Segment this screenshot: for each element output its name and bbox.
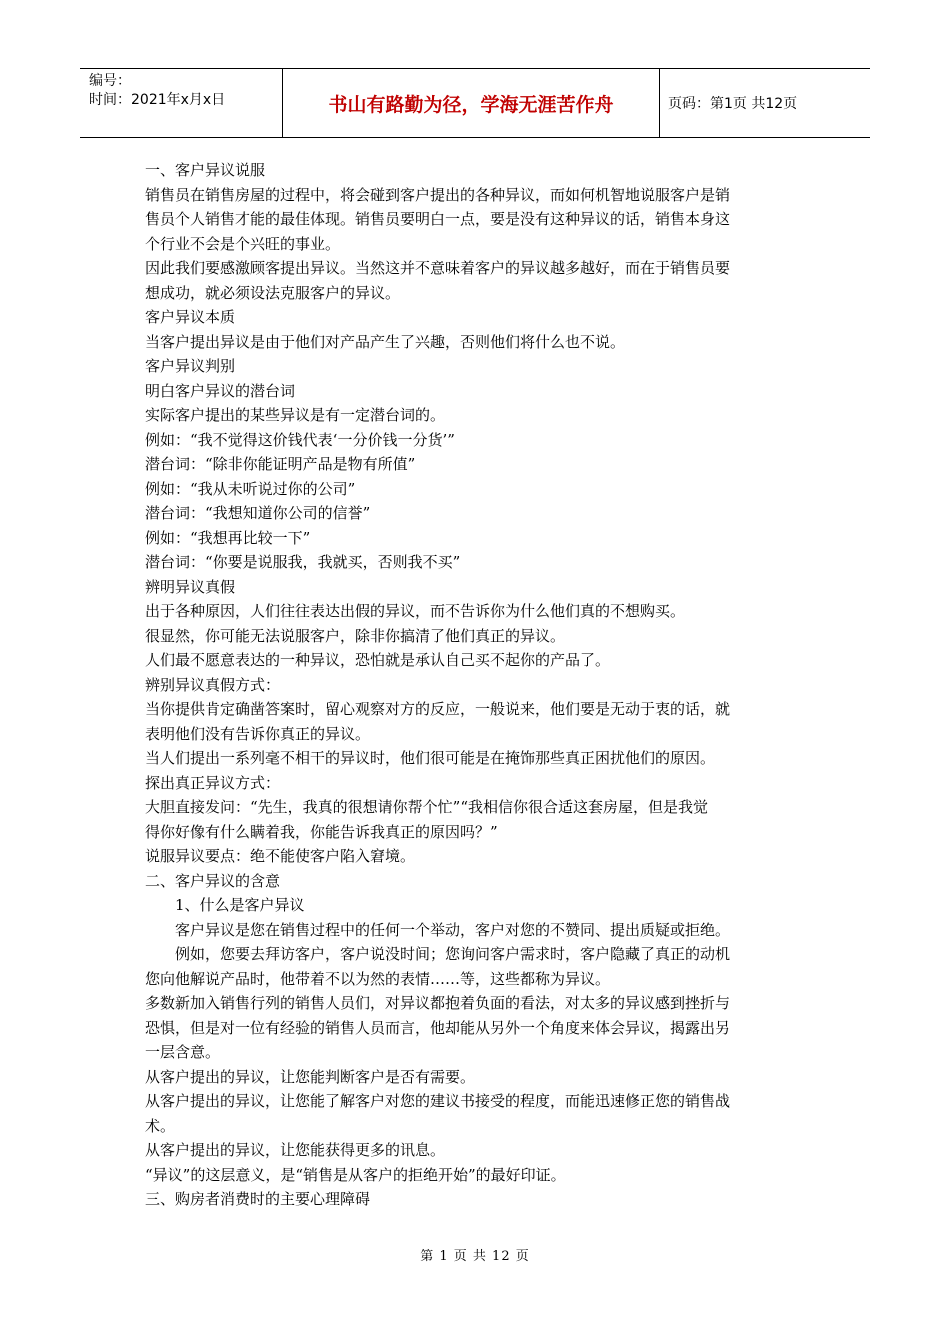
body-line: 例如：“我想再比较一下” xyxy=(145,528,311,547)
body-line: 一、客户异议说服 xyxy=(145,161,266,179)
body-line: 潜台词：“你要是说服我，我就买，否则我不买” xyxy=(145,553,461,571)
body-line: 销售员在销售房屋的过程中，将会碰到客户提出的各种异议，而如何机智地说服客户是销 xyxy=(145,185,731,204)
body-line: 1、什么是客户异议 xyxy=(175,896,305,914)
body-line: 表明他们没有告诉你真正的异议。 xyxy=(145,724,371,743)
body-line: 当人们提出一系列毫不相干的异议时，他们很可能是在掩饰那些真正困扰他们的原因。 xyxy=(145,749,716,767)
body-line: 售员个人销售才能的最佳体现。销售员要明白一点，要是没有这种异议的话，销售本身这 xyxy=(145,210,731,228)
body-line: 术。 xyxy=(145,1116,176,1135)
body-line: 当客户提出异议是由于他们对产品产生了兴趣，否则他们将什么也不说。 xyxy=(145,332,626,351)
body-line: 辨别异议真假方式： xyxy=(145,675,281,694)
body-line: 一层含意。 xyxy=(145,1043,221,1061)
body-line: 个行业不会是个兴旺的事业。 xyxy=(145,234,341,253)
body-line: 人们最不愿意表达的一种异议，恐怕就是承认自己买不起你的产品了。 xyxy=(145,651,611,669)
body-line: 出于各种原因，人们往往表达出假的异议，而不告诉你为什么他们真的不想购买。 xyxy=(145,602,686,620)
body-line: 辨明异议真假 xyxy=(145,577,236,596)
body-line: “异议”的这层意义，是“销售是从客户的拒绝开始”的最好印证。 xyxy=(145,1165,566,1184)
body-line: 客户异议本质 xyxy=(145,308,236,326)
body-line: 客户异议判别 xyxy=(145,357,236,375)
body-line: 实际客户提出的某些异议是有一定潜台词的。 xyxy=(145,406,446,424)
body-line: 潜台词：“除非你能证明产品是物有所值” xyxy=(145,455,416,473)
body-line: 潜台词：“我想知道你公司的信誉” xyxy=(145,504,371,522)
header-page-info: 页码：第1页 共12页 xyxy=(668,96,798,112)
body-line: 从客户提出的异议，让您能了解客户对您的建议书接受的程度，而能迅速修正您的销售战 xyxy=(145,1092,731,1110)
body-line: 多数新加入销售行列的销售人员们，对异议都抱着负面的看法，对太多的异议感到挫折与 xyxy=(145,994,731,1012)
body-line: 很显然，你可能无法说服客户，除非你搞清了他们真正的异议。 xyxy=(145,626,566,645)
body-line: 恐惧，但是对一位有经验的销售人员而言，他却能从另外一个角度来体会异议，揭露出另 xyxy=(145,1018,731,1037)
body-line: 当你提供肯定确凿答案时，留心观察对方的反应，一般说来，他们要是无动于衷的话，就 xyxy=(145,700,731,718)
page-footer: 第 1 页 共 12 页 xyxy=(420,1249,530,1264)
body-line: 因此我们要感激顾客提出异议。当然这并不意味着客户的异议越多越好，而在于销售员要 xyxy=(145,259,731,277)
body-line: 您向他解说产品时，他带着不以为然的表情……等，这些都称为异议。 xyxy=(145,969,611,988)
body-line: 大胆直接发问：“先生，我真的很想请你帮个忙”“我相信你很合适这套房屋，但是我觉 xyxy=(145,798,709,816)
body-line: 得你好像有什么瞒着我，你能告诉我真正的原因吗？” xyxy=(145,822,498,841)
body-line: 从客户提出的异议，让您能获得更多的讯息。 xyxy=(145,1141,446,1159)
body-line: 例如，您要去拜访客户，客户说没时间；您询问客户需求时，客户隐藏了真正的动机 xyxy=(175,945,731,963)
body-line: 说服异议要点：绝不能使客户陷入窘境。 xyxy=(145,847,416,865)
body-line: 客户异议是您在销售过程中的任何一个举动，客户对您的不赞同、提出质疑或拒绝。 xyxy=(175,920,731,939)
body-line: 从客户提出的异议，让您能判断客户是否有需要。 xyxy=(145,1067,476,1086)
document-body xyxy=(145,158,810,1212)
body-line: 例如：“我不觉得这价钱代表‘一分价钱一分货’” xyxy=(145,430,455,449)
body-line: 例如：“我从未听说过你的公司” xyxy=(145,479,356,498)
document-time-label: 时间：2021年x月x日 xyxy=(89,92,226,108)
body-line: 想成功，就必须设法克服客户的异议。 xyxy=(145,283,401,302)
body-line: 明白客户异议的潜台词 xyxy=(145,381,296,400)
header-motto: 书山有路勤为径，学海无涯苦作舟 xyxy=(283,69,660,137)
page-header xyxy=(80,68,870,138)
document-number-label: 编号： xyxy=(89,73,131,89)
body-line: 探出真正异议方式： xyxy=(145,773,281,792)
header-meta xyxy=(80,69,283,137)
body-line: 三、购房者消费时的主要心理障碍 xyxy=(145,1190,371,1208)
body-line: 二、客户异议的含意 xyxy=(145,871,281,890)
